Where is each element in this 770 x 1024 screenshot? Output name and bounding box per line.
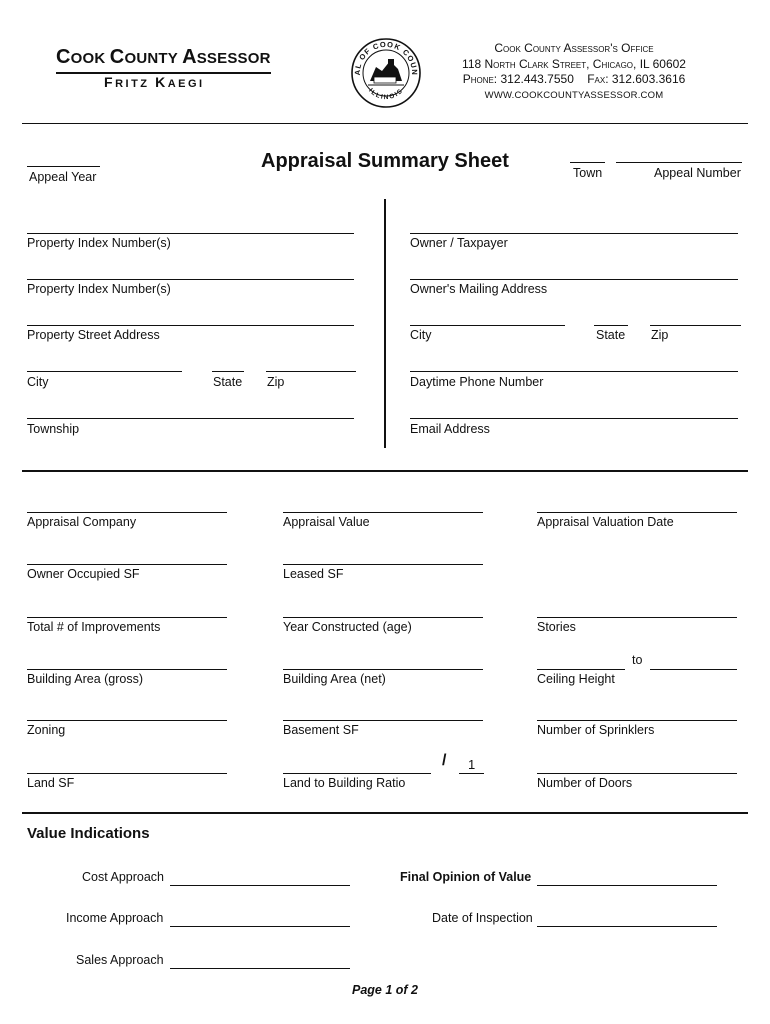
property-street-label: Property Street Address	[27, 328, 160, 342]
number-doors-label: Number of Doors	[537, 776, 633, 790]
leased-sf-field[interactable]	[283, 564, 483, 565]
ceiling-height-min-field[interactable]	[537, 669, 625, 670]
total-improvements-field[interactable]	[27, 617, 227, 618]
appeal-year-field[interactable]	[27, 166, 100, 167]
office-address: 118 North Clark Street, Chicago, IL 60602	[462, 56, 686, 71]
email-label: Email Address	[410, 422, 490, 436]
sales-approach-field[interactable]	[170, 968, 350, 969]
svg-text:SEAL OF COOK COUNTY: AL OF COOK COUN	[352, 39, 420, 76]
cost-approach-label: Cost Approach	[82, 870, 164, 884]
owner-occupied-sf-field[interactable]	[27, 564, 227, 565]
state-field-left[interactable]	[212, 371, 244, 372]
owner-taxpayer-field[interactable]	[410, 233, 738, 234]
zoning-label: Zoning	[27, 723, 66, 737]
number-sprinklers-label: Number of Sprinklers	[537, 723, 655, 737]
building-area-gross-field[interactable]	[27, 669, 227, 670]
appeal-number-field[interactable]	[616, 162, 742, 163]
ratio-slash: /	[442, 752, 447, 769]
assessor-name: FRITZ KAEGI	[104, 74, 205, 90]
building-area-net-label: Building Area (net)	[283, 672, 386, 686]
svg-text:ILLINOIS: ILLINOIS	[367, 87, 405, 102]
office-website[interactable]: WWW.COOKCOUNTYASSESSOR.COM	[484, 89, 664, 101]
office-phone-fax: Phone: 312.443.7550 Fax: 312.603.3616	[462, 72, 686, 86]
town-field[interactable]	[570, 162, 605, 163]
daytime-phone-label: Daytime Phone Number	[410, 375, 544, 389]
zip-field-left[interactable]	[266, 371, 356, 372]
appraisal-value-field[interactable]	[283, 512, 483, 513]
section-divider-1	[22, 470, 748, 472]
sales-approach-label: Sales Approach	[76, 953, 164, 967]
year-constructed-label: Year Constructed (age)	[283, 620, 412, 634]
land-building-ratio-field[interactable]	[283, 773, 431, 774]
office-contact-block	[440, 41, 708, 103]
email-field[interactable]	[410, 418, 738, 419]
land-sf-field[interactable]	[27, 773, 227, 774]
city-label-right: City	[410, 328, 432, 342]
appraisal-company-field[interactable]	[27, 512, 227, 513]
property-index-field-1[interactable]	[27, 233, 354, 234]
township-field[interactable]	[27, 418, 354, 419]
owner-mailing-field[interactable]	[410, 279, 738, 280]
ceiling-height-max-field[interactable]	[650, 669, 737, 670]
zip-label-right: Zip	[651, 328, 669, 342]
year-constructed-field[interactable]	[283, 617, 483, 618]
building-area-net-field[interactable]	[283, 669, 483, 670]
page-title: Appraisal Summary Sheet	[261, 150, 509, 172]
appraisal-valuation-date-field[interactable]	[537, 512, 737, 513]
appeal-number-label: Appeal Number	[654, 166, 741, 180]
number-doors-field[interactable]	[537, 773, 737, 774]
date-inspection-label: Date of Inspection	[432, 911, 533, 925]
land-sf-label: Land SF	[27, 776, 75, 790]
owner-occupied-sf-label: Owner Occupied SF	[27, 567, 140, 581]
ceiling-height-to-label: to	[632, 653, 643, 667]
basement-sf-label: Basement SF	[283, 723, 359, 737]
ceiling-height-label: Ceiling Height	[537, 672, 615, 686]
town-label: Town	[573, 166, 603, 180]
section-divider-2	[22, 812, 748, 814]
city-field-left[interactable]	[27, 371, 182, 372]
property-index-label-1: Property Index Number(s)	[27, 236, 171, 250]
leased-sf-label: Leased SF	[283, 567, 344, 581]
number-sprinklers-field[interactable]	[537, 720, 737, 721]
zoning-field[interactable]	[27, 720, 227, 721]
stories-field[interactable]	[537, 617, 737, 618]
state-label-left: State	[213, 375, 243, 389]
appraisal-valuation-date-label: Appraisal Valuation Date	[537, 515, 674, 529]
owner-mailing-label: Owner's Mailing Address	[410, 282, 548, 296]
column-divider	[384, 199, 386, 448]
ratio-denominator-value: 1	[468, 757, 476, 772]
zip-label-left: Zip	[267, 375, 285, 389]
basement-sf-field[interactable]	[283, 720, 483, 721]
owner-taxpayer-label: Owner / Taxpayer	[410, 236, 508, 250]
zip-field-right[interactable]	[650, 325, 741, 326]
appeal-year-label: Appeal Year	[29, 170, 97, 184]
property-index-label-2: Property Index Number(s)	[27, 282, 171, 296]
city-field-right[interactable]	[410, 325, 565, 326]
state-field-right[interactable]	[594, 325, 628, 326]
income-approach-field[interactable]	[170, 926, 350, 927]
final-opinion-label: Final Opinion of Value	[400, 870, 532, 884]
date-inspection-field[interactable]	[537, 926, 717, 927]
county-seal-logo	[350, 37, 422, 109]
cost-approach-field[interactable]	[170, 885, 350, 886]
state-label-right: State	[596, 328, 626, 342]
final-opinion-field[interactable]	[537, 885, 717, 886]
appraisal-value-label: Appraisal Value	[283, 515, 370, 529]
stories-label: Stories	[537, 620, 576, 634]
daytime-phone-field[interactable]	[410, 371, 738, 372]
land-building-ratio-label: Land to Building Ratio	[283, 776, 406, 790]
header-divider	[22, 123, 748, 124]
assessor-title: COOK COUNTY ASSESSOR	[56, 44, 271, 74]
building-area-gross-label: Building Area (gross)	[27, 672, 144, 686]
city-label-left: City	[27, 375, 49, 389]
property-street-field[interactable]	[27, 325, 354, 326]
property-index-field-2[interactable]	[27, 279, 354, 280]
income-approach-label: Income Approach	[66, 911, 164, 925]
office-name: Cook County Assessor's Office	[494, 41, 654, 55]
appraisal-company-label: Appraisal Company	[27, 515, 137, 529]
total-improvements-label: Total # of Improvements	[27, 620, 161, 634]
ratio-denominator-line	[459, 773, 484, 774]
township-label: Township	[27, 422, 80, 436]
value-indications-heading: Value Indications	[27, 825, 150, 842]
page-number: Page 1 of 2	[352, 983, 418, 997]
